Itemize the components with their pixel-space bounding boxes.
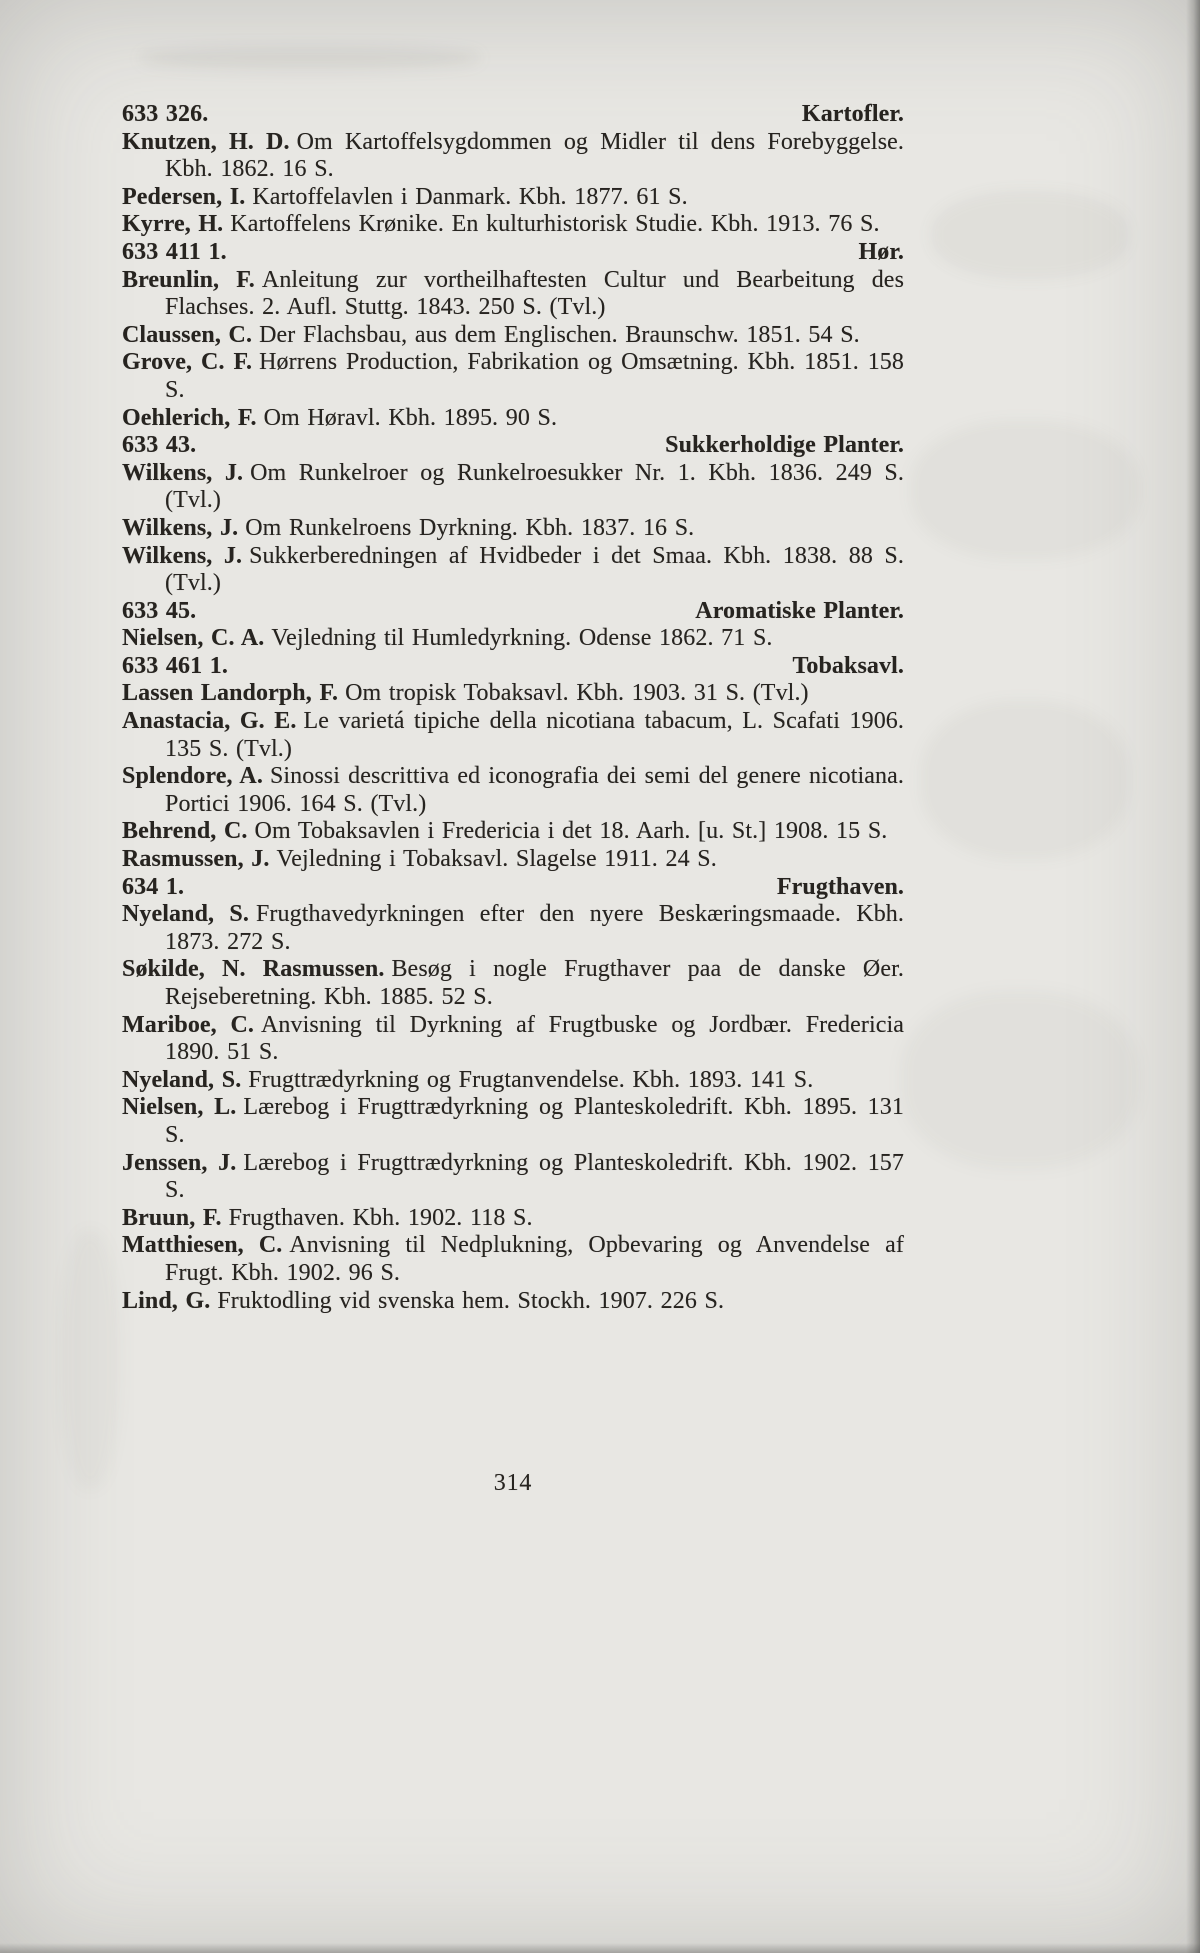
section-title: Hør.: [858, 238, 904, 265]
entry-text: Kartoffelens Krønike. En kulturhistorisk Studie. Kbh. 1913. 76 S.: [230, 211, 880, 238]
catalog-entry: [122, 1205, 904, 1233]
bleed-through-smudge: [900, 990, 1140, 1170]
entry-author: Mariboe, C.: [122, 1011, 254, 1038]
entry-text: Fruktodling vid svenska hem. Stockh. 1907. 226 S.: [217, 1287, 725, 1314]
entry-author: Wilkens, J.: [122, 459, 244, 486]
entry-text: Lærebog i Frugttrædyrkning og Planteskoledrift. Kbh. 1895. 131 S.: [165, 1094, 904, 1148]
catalog-entry: [122, 460, 904, 515]
entry-author: Knutzen, H. D.: [122, 128, 290, 155]
bleed-through-smudge: [60, 1230, 120, 1490]
section-header: [122, 653, 904, 681]
bleed-through-smudge: [930, 190, 1130, 280]
catalog-entry: [122, 1150, 904, 1205]
section-code: 633 461 1.: [122, 652, 228, 679]
entry-author: Behrend, C.: [122, 818, 248, 845]
section-code: 633 326.: [122, 101, 209, 127]
page-number: 314: [493, 1470, 533, 1496]
entry-author: Nielsen, L.: [122, 1094, 237, 1121]
entry-text: Om Runkelroens Dyrkning. Kbh. 1837. 16 S.: [245, 514, 695, 541]
entry-text: Frugttrædyrkning og Frugtanvendelse. Kbh. 1893. 141 S.: [248, 1066, 814, 1093]
section-header: [122, 598, 904, 626]
catalog-entry: [122, 708, 904, 763]
entry-text: Le varietá tipiche della nicotiana tabacum, L. Scafati 1906. 135 S. (Tvl.): [165, 708, 904, 762]
entry-author: Bruun, F.: [122, 1204, 222, 1231]
section-code: 634 1.: [122, 873, 185, 900]
entry-text: Lærebog i Frugttrædyrkning og Planteskoledrift. Kbh. 1902. 157 S.: [165, 1149, 905, 1204]
entry-text: Anleitung zur vortheilhaftesten Cultur und Bearbeitung des Flachses. 2. Aufl. Stuttg. 1843. 250 S. (Tvl.): [165, 266, 905, 321]
page-edge-shadow-bottom: [0, 1943, 1200, 1953]
entry-author: Jenssen, J.: [122, 1149, 237, 1176]
entry-author: Nielsen, C. A.: [122, 625, 265, 652]
catalog-entry: [122, 1232, 904, 1287]
entry-author: Claussen, C.: [122, 321, 253, 348]
entry-text: Frugthavedyrkningen efter den nyere Beskæringsmaade. Kbh. 1873. 272 S.: [165, 901, 904, 955]
bibliography-text-block: [122, 101, 904, 1315]
catalog-entry: [122, 267, 904, 322]
entry-text: Sinossi descrittiva ed iconografia dei semi del genere nicotiana. Portici 1906. 164 S. (Tvl.): [165, 763, 905, 817]
section-header: [122, 874, 904, 902]
catalog-entry: [122, 405, 904, 433]
section-title: Sukkerholdige Planter.: [665, 432, 904, 459]
entry-text: Vejledning til Humledyrkning. Odense 1862. 71 S.: [271, 625, 773, 652]
entry-author: Breunlin, F.: [122, 266, 255, 293]
entry-author: Nyeland, S.: [122, 901, 249, 928]
catalog-entry: [122, 211, 904, 239]
catalog-entry: [122, 349, 904, 404]
section-header: [122, 239, 904, 267]
catalog-entry: [122, 515, 904, 543]
bleed-through-smudge: [910, 420, 1140, 560]
entry-text: Frugthaven. Kbh. 1902. 118 S.: [228, 1204, 533, 1231]
page-edge-shadow-right: [1186, 0, 1200, 1953]
catalog-entry: [122, 625, 904, 653]
catalog-entry: [122, 322, 904, 350]
section-header: [122, 432, 904, 460]
entry-author: Splendore, A.: [122, 763, 263, 790]
entry-text: Om Runkelroer og Runkelroesukker Nr. 1. Kbh. 1836. 249 S. (Tvl.): [165, 459, 904, 514]
catalog-entry: [122, 846, 904, 874]
entry-author: Pedersen, I.: [122, 183, 246, 210]
catalog-entry: [122, 901, 904, 956]
entry-text: Hørrens Production, Fabrikation og Omsætning. Kbh. 1851. 158 S.: [165, 349, 904, 403]
catalog-entry: [122, 680, 904, 708]
entry-author: Lind, G.: [122, 1287, 211, 1314]
section-code: 633 45.: [122, 597, 197, 624]
catalog-entry: [122, 1288, 904, 1316]
section-code: 633 43.: [122, 432, 197, 459]
entry-text: Vejledning i Tobaksavl. Slagelse 1911. 24 S.: [276, 846, 717, 873]
catalog-entry: [122, 1067, 904, 1095]
section-header: [122, 101, 904, 129]
catalog-entry: [122, 956, 904, 1011]
entry-text: Om Høravl. Kbh. 1895. 90 S.: [263, 404, 558, 431]
entry-author: Søkilde, N. Rasmussen.: [122, 956, 385, 983]
catalog-entry: [122, 543, 904, 598]
entry-text: Anvisning til Nedplukning, Opbevaring og Anvendelse af Frugt. Kbh. 1902. 96 S.: [165, 1232, 904, 1286]
entry-author: Matthiesen, C.: [122, 1232, 283, 1259]
entry-text: Sukkerberedningen af Hvidbeder i det Smaa. Kbh. 1838. 88 S. (Tvl.): [165, 542, 904, 597]
entry-author: Wilkens, J.: [122, 514, 239, 541]
section-title: Tobaksavl.: [792, 652, 904, 679]
section-title: Frugthaven.: [776, 873, 904, 900]
entry-text: Anvisning til Dyrkning af Frugtbuske og Jordbær. Fredericia 1890. 51 S.: [165, 1011, 904, 1066]
entry-text: Besøg i nogle Frugthaver paa de danske Øer. Rejseberetning. Kbh. 1885. 52 S.: [165, 956, 904, 1010]
catalog-entry: [122, 763, 904, 818]
entry-author: Oehlerich, F.: [122, 404, 257, 431]
catalog-entry: [122, 129, 904, 184]
catalog-entry: [122, 184, 904, 212]
catalog-entry: [122, 1094, 904, 1149]
entry-text: Der Flachsbau, aus dem Englischen. Braunschw. 1851. 54 S.: [259, 321, 860, 348]
entry-author: Anastacia, G. E.: [122, 708, 297, 735]
section-title: Kartofler.: [801, 101, 904, 127]
entry-author: Lassen Landorph, F.: [122, 680, 339, 707]
section-title: Aromatiske Planter.: [695, 597, 904, 624]
entry-text: Om Tobaksavlen i Fredericia i det 18. Aarh. [u. St.] 1908. 15 S.: [254, 818, 888, 845]
entry-author: Nyeland, S.: [122, 1066, 242, 1093]
section-code: 633 411 1.: [122, 238, 227, 265]
bleed-through-smudge: [920, 700, 1130, 860]
entry-author: Rasmussen, J.: [122, 846, 270, 873]
bleed-through-smudge: [140, 46, 480, 70]
entry-author: Kyrre, H.: [122, 211, 224, 238]
entry-text: Kartoffelavlen i Danmark. Kbh. 1877. 61 S.: [252, 183, 688, 210]
catalog-entry: [122, 1012, 904, 1067]
entry-text: Om Kartoffelsygdommen og Midler til dens Forebyggelse. Kbh. 1862. 16 S.: [165, 128, 904, 183]
entry-text: Om tropisk Tobaksavl. Kbh. 1903. 31 S. (Tvl.): [345, 680, 809, 707]
entry-author: Grove, C. F.: [122, 349, 253, 376]
catalog-entry: [122, 818, 904, 846]
entry-author: Wilkens, J.: [122, 542, 243, 569]
